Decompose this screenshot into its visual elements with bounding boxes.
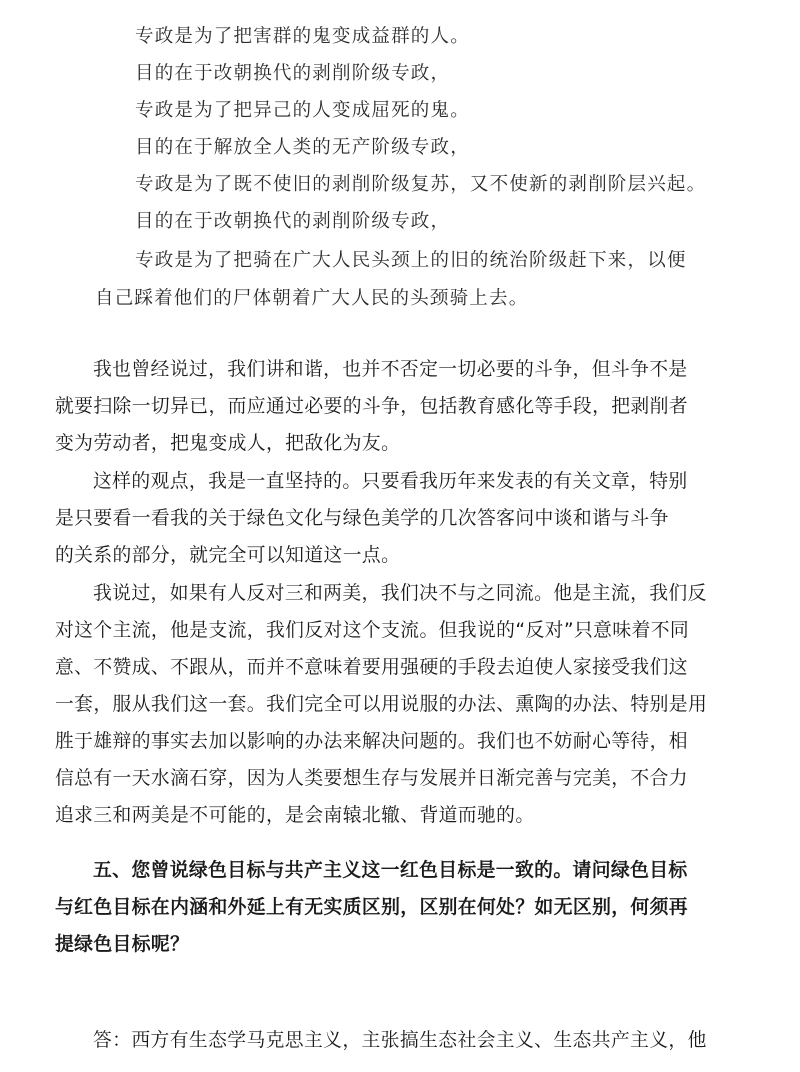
text-line: 的关系的部分，就完全可以知道这一点。 — [55, 545, 401, 566]
text-line: 信总有一天水滴石穿，因为人类要想生存与发展并日渐完善与完美，不合力 — [55, 768, 688, 789]
poem-line: 目的在于改朝换代的剥削阶级专政， — [135, 63, 451, 84]
text-line: 提绿色目标呢？ — [55, 934, 190, 955]
poem-line: 专政是为了把异己的人变成屈死的鬼。 — [135, 100, 470, 121]
poem-line: 专政是为了既不使旧的剥削阶级复苏，又不使新的剥削阶层兴起。 — [135, 174, 707, 195]
poem-line: 目的在于改朝换代的剥削阶级专政， — [135, 211, 451, 232]
text-line: 胜于雄辩的事实去加以影响的办法来解决问题的。我们也不妨耐心等待，相 — [55, 731, 688, 752]
text-line: 一套，服从我们这一套。我们完全可以用说服的办法、熏陶的办法、特别是用 — [55, 694, 708, 715]
text-line: 与红色目标在内涵和外延上有无实质区别，区别在何处？如无区别，何须再 — [55, 897, 688, 918]
text-line: 意、不赞成、不跟从，而并不意味着要用强硬的手段去迫使人家接受我们这 — [55, 657, 688, 678]
poem-line: 自己踩着他们的尸体朝着广大人民的头颈骑上去。 — [95, 288, 529, 309]
text-line: 就要扫除一切异已，而应通过必要的斗争，包括教育感化等手段，把剥削者 — [55, 396, 688, 417]
text-line: 是只要看一看我的关于绿色文化与绿色美学的几次答客问中谈和谐与斗争 — [55, 508, 669, 529]
poem-line: 专政是为了把害群的鬼变成益群的人。 — [135, 26, 470, 47]
text-line: 五、您曾说绿色目标与共产主义这一红色目标是一致的。请问绿色目标 — [93, 860, 688, 881]
poem-line: 目的在于解放全人类的无产阶级专政， — [135, 137, 470, 158]
text-line: 对这个主流，他是支流，我们反对这个支流。但我说的“反对”只意味着不同 — [55, 620, 690, 641]
text-line: 这样的观点，我是一直坚持的。只要看我历年来发表的有关文章，特别 — [93, 471, 688, 492]
poem-line: 专政是为了把骑在广大人民头颈上的旧的统治阶级赶下来，以便 — [135, 250, 687, 271]
text-line: 追求三和两美是不可能的，是会南辕北辙、背道而驰的。 — [55, 805, 535, 826]
text-line: 我说过，如果有人反对三和两美，我们决不与之同流。他是主流，我们反 — [93, 583, 707, 604]
text-line: 答：西方有生态学马克思主义，主张搞生态社会主义、生态共产主义，他 — [93, 1030, 707, 1051]
text-line: 变为劳动者，把鬼变成人，把敌化为友。 — [55, 433, 401, 454]
text-line: 我也曾经说过，我们讲和谐，也并不否定一切必要的斗争，但斗争不是 — [93, 359, 688, 380]
